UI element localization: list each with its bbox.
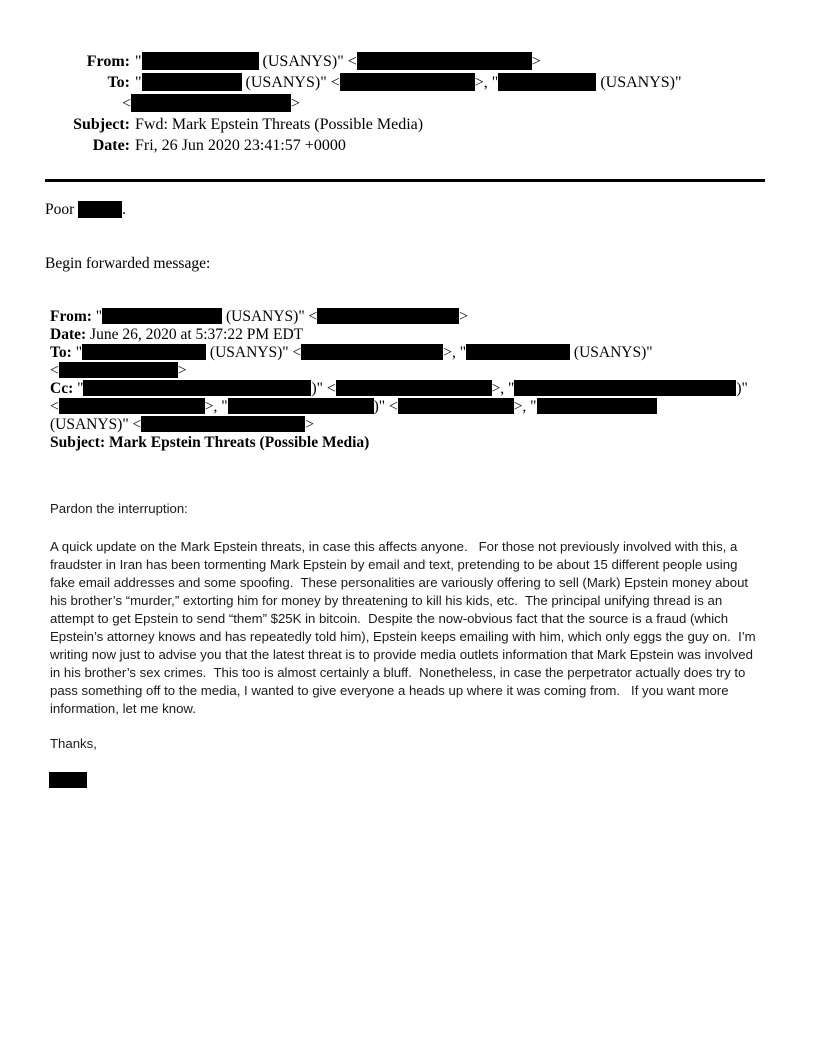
text-run: " (77, 380, 84, 397)
header-row (45, 114, 682, 135)
text-run: . (122, 201, 127, 218)
text-run: )" < (373, 398, 398, 415)
text-run: Fri, 26 Jun 2020 23:41:57 +0000 (135, 137, 346, 154)
redaction-bar (317, 308, 459, 324)
text-run: > (531, 53, 541, 70)
text-run: " (75, 344, 83, 361)
header-field-label: Subject: (73, 116, 130, 133)
text-run: >, " (513, 398, 537, 415)
text-run: >, " (491, 380, 515, 397)
header-field-value (122, 72, 682, 114)
header-row (45, 72, 682, 114)
header-row (45, 51, 682, 72)
redaction-bar (102, 308, 222, 324)
text-run: > (177, 362, 187, 379)
signature-redaction-bar (49, 772, 87, 788)
text-run: >, " (204, 398, 228, 415)
body-closing: Thanks, (50, 736, 97, 751)
header-field-value (135, 51, 541, 72)
text-run: Poor (45, 201, 79, 218)
redaction-bar (466, 344, 570, 360)
redaction-bar (78, 201, 122, 218)
text-run: > (291, 95, 301, 112)
header-field-value (135, 114, 423, 135)
header-row (45, 135, 682, 156)
separator-line (45, 179, 765, 182)
forwarded-header-line (50, 326, 780, 344)
text-run: (USANYS)" < (222, 308, 318, 325)
begin-forwarded-label: Begin forwarded message: (45, 255, 211, 272)
redaction-bar (514, 380, 736, 396)
redaction-bar (301, 344, 443, 360)
text-run: >, " (474, 74, 499, 91)
text-run: (USANYS)" < (258, 53, 357, 70)
text-run: < (50, 398, 59, 415)
redaction-bar (131, 94, 291, 112)
redaction-bar (59, 398, 205, 414)
forwarded-header-line (50, 380, 780, 398)
redaction-bar (59, 362, 178, 378)
text-run: " (135, 53, 142, 70)
header-field-label: To: (107, 74, 130, 91)
header-field-label: Date: (92, 137, 130, 154)
redaction-bar (82, 344, 206, 360)
header-line (135, 51, 541, 72)
text-run: (USANYS)" (570, 344, 653, 361)
text-run: > (459, 308, 469, 325)
body-salutation: Pardon the interruption: (50, 501, 188, 516)
header-line (122, 93, 682, 114)
text-run: )" < (311, 380, 336, 397)
text-run: June 26, 2020 at 5:37:22 PM EDT (90, 326, 304, 343)
field-label: To: (50, 344, 76, 361)
forwarded-header-line (50, 434, 780, 452)
text-run: < (122, 95, 132, 112)
text-run: (USANYS)" < (241, 74, 340, 91)
text-run: " (135, 74, 142, 91)
field-label: From: (50, 308, 96, 325)
forwarded-header-line (50, 398, 780, 416)
redaction-bar (357, 52, 532, 70)
redaction-bar (336, 380, 492, 396)
text-run: >, " (443, 344, 467, 361)
redaction-bar (340, 73, 475, 91)
field-label: Subject: Mark Epstein Threats (Possible Media) (50, 434, 370, 451)
forwarded-header-line (50, 308, 780, 326)
forwarded-header-line (50, 344, 780, 362)
email-top-header (45, 51, 682, 156)
redaction-bar (142, 73, 242, 91)
forwarded-header-line (50, 416, 780, 434)
header-line (135, 114, 423, 135)
redaction-bar (141, 416, 305, 432)
redaction-bar (537, 398, 657, 414)
forwarded-message-header (50, 308, 780, 452)
redaction-bar (228, 398, 374, 414)
body-paragraph: A quick update on the Mark Epstein threats, in case this affects anyone. For those not previously involved with this, a fraudster in Iran has been tormenting Mark Epstein by email and text, pretending to be about 15 different people using fake email addresses and some spoofing. These personalities are variously offering to sell (Mark) Epstein money about his brother’s “murder,” extorting him for money by threatening to kill his kids, etc. The principal unifying thread is an attempt to get Epstein to send “them” $25K in bitcoin. Despite the now-obvious fact that the source is a fraud (which Epstein’s attorney knows and has repeatedly told him), Epstein keeps emailing with him, which only eggs the guy on. I’m writing now just to advise you that the latest threat is to provide media outlets information that Mark Epstein was involved in his brother’s sex crimes. This too is almost certainly a bluff. Nonetheless, in case the perpetrator actually does try to pass something off to the media, I wanted to give everyone a heads up where it was coming from. If you want more information, let me know. (50, 539, 760, 716)
redaction-bar (398, 398, 514, 414)
text-run: > (305, 416, 315, 433)
field-label: Date: (50, 326, 91, 343)
header-field-value (135, 135, 346, 156)
header-line (135, 72, 682, 93)
intro-line (45, 201, 126, 219)
redaction-bar (142, 52, 259, 70)
text-run: (USANYS)" < (206, 344, 302, 361)
forwarded-header-line (50, 362, 780, 380)
field-label: Cc: (50, 380, 78, 397)
redaction-bar (83, 380, 311, 396)
text-run: Fwd: Mark Epstein Threats (Possible Media) (135, 116, 424, 133)
text-run: )" (736, 380, 748, 397)
text-run: (USANYS)" < (50, 416, 142, 433)
redaction-bar (498, 73, 596, 91)
header-field-label: From: (86, 53, 130, 70)
text-run: (USANYS)" (596, 74, 682, 91)
text-run: < (50, 362, 59, 379)
text-run: " (95, 308, 103, 325)
header-line (135, 135, 346, 156)
